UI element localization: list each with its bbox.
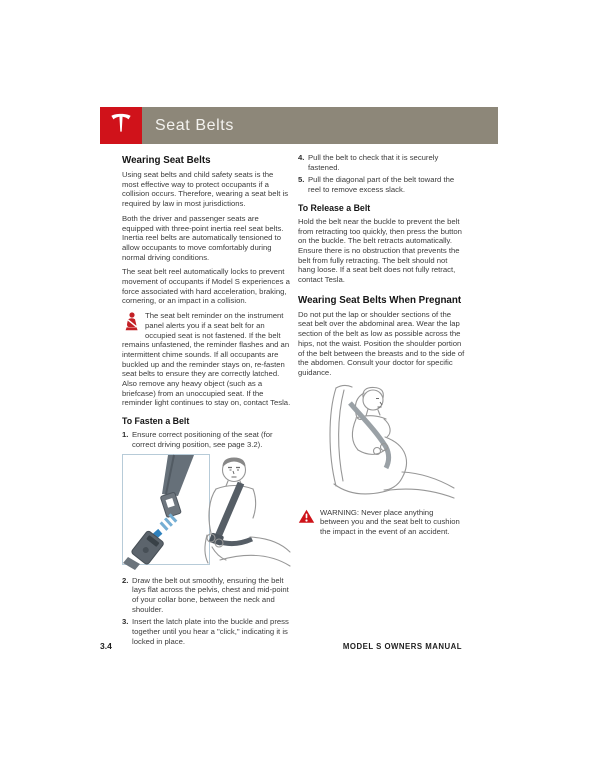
seated-man-illustration (205, 457, 290, 566)
manual-title: MODEL S OWNERS MANUAL (342, 642, 462, 651)
seat-belt-reminder-icon (124, 312, 139, 331)
wearing-paragraph-2: Both the driver and passenger seats are equipped with three-point inertia reel seat belts. Inertia reel belts are automatically tensioned to allow occupants to move comfortably during normal driving conditions. (122, 213, 284, 262)
step-number: 4. (298, 153, 305, 162)
reminder-note-text: The seat belt reminder on the instrument panel alerts you if a seat belt for an occupied seat is not fastened. If the belt remains unfastened, the reminder flashes and an intermittent chime sounds. If all occupants are buckled up and the reminder stays on, re-fasten seat belts to ensure they are correctly latched. Also remove any heavy object (such as a briefcase) from an unoccupied seat. If the reminder light continues to stay on, contact Tesla. (122, 311, 291, 408)
fasten-step-4 (298, 153, 465, 172)
left-column (122, 155, 291, 650)
tesla-logo-icon (106, 109, 136, 142)
pregnant-paragraph: Do not put the lap or shoulder sections of the seat belt over the abdominal area. Wear the lap section of the belt as low as possible across the hips, not the waist. Position the shoulder portion of the belt between the breasts and to the side of the abdomen. Consult your doctor for specific guidance. (298, 309, 465, 377)
fasten-belt-illustration (122, 454, 291, 570)
step-text: Draw the belt out smoothly, ensuring the belt lays flat across the pelvis, chest and mid-point of your collar bone, between the neck and shoulder. (132, 575, 289, 614)
page-number: 3.4 (100, 641, 112, 651)
step-number: 3. (122, 617, 129, 627)
fasten-steps-2 (122, 576, 291, 647)
tesla-logo-box (100, 107, 142, 144)
right-column (298, 153, 465, 537)
fasten-step-1 (122, 430, 291, 449)
step-number: 1. (122, 430, 129, 440)
step-text: Pull the diagonal part of the belt toward the reel to remove excess slack. (308, 175, 455, 195)
release-paragraph: Hold the belt near the buckle to prevent the belt from retracting too quickly, then press the button on the buckle. The belt retracts automatically. Ensure there is no obstruction that prevents the belt from fully retracting. The belt should not hang loose. If a seat belt does not fully retract, contact Tesla. (298, 216, 462, 285)
step-text: Insert the latch plate into the buckle and press together until you hear a "click," indicating it is locked in place. (132, 617, 289, 646)
step-text: Ensure correct positioning of the seat (for correct driving position, see page 3.2). (132, 430, 273, 449)
sub-heading-release: To Release a Belt (298, 202, 371, 213)
step-text: Pull the belt to check that it is securely fastened. (308, 153, 439, 172)
fasten-step-2 (122, 576, 291, 615)
chapter-title-bar (142, 107, 498, 144)
section-heading-wearing: Wearing Seat Belts (122, 155, 211, 166)
fasten-step-5 (298, 175, 465, 194)
warning-triangle-icon (298, 509, 315, 537)
warning-note (298, 508, 465, 537)
wearing-paragraph-3: The seat belt reel automatically locks to prevent movement of occupants if Model S experiences a force associated with hard acceleration, braking, cornering, or an impact in a collision. (122, 267, 290, 306)
chapter-title: Seat Belts (155, 116, 234, 134)
step-number: 5. (298, 175, 305, 185)
warning-text: WARNING: Never place anything between you and the seat belt to cushion the impact in the event of an accident. (320, 507, 460, 537)
step-number: 2. (122, 575, 129, 585)
fasten-steps-continued (298, 153, 465, 195)
buckle-inset-illustration (123, 454, 210, 570)
fasten-steps-1 (122, 430, 291, 449)
sub-heading-fasten: To Fasten a Belt (122, 416, 190, 427)
page-footer (100, 641, 462, 651)
section-heading-pregnant: Wearing Seat Belts When Pregnant (298, 294, 462, 306)
pregnant-seatbelt-illustration (306, 383, 465, 501)
chapter-header (100, 107, 498, 144)
reminder-note (122, 311, 291, 408)
wearing-paragraph-1: Using seat belts and child safety seats is the most effective way to protect occupants if a collision occurs. Therefore, wearing a seat belt is required by law in most jurisdictions. (122, 170, 289, 209)
